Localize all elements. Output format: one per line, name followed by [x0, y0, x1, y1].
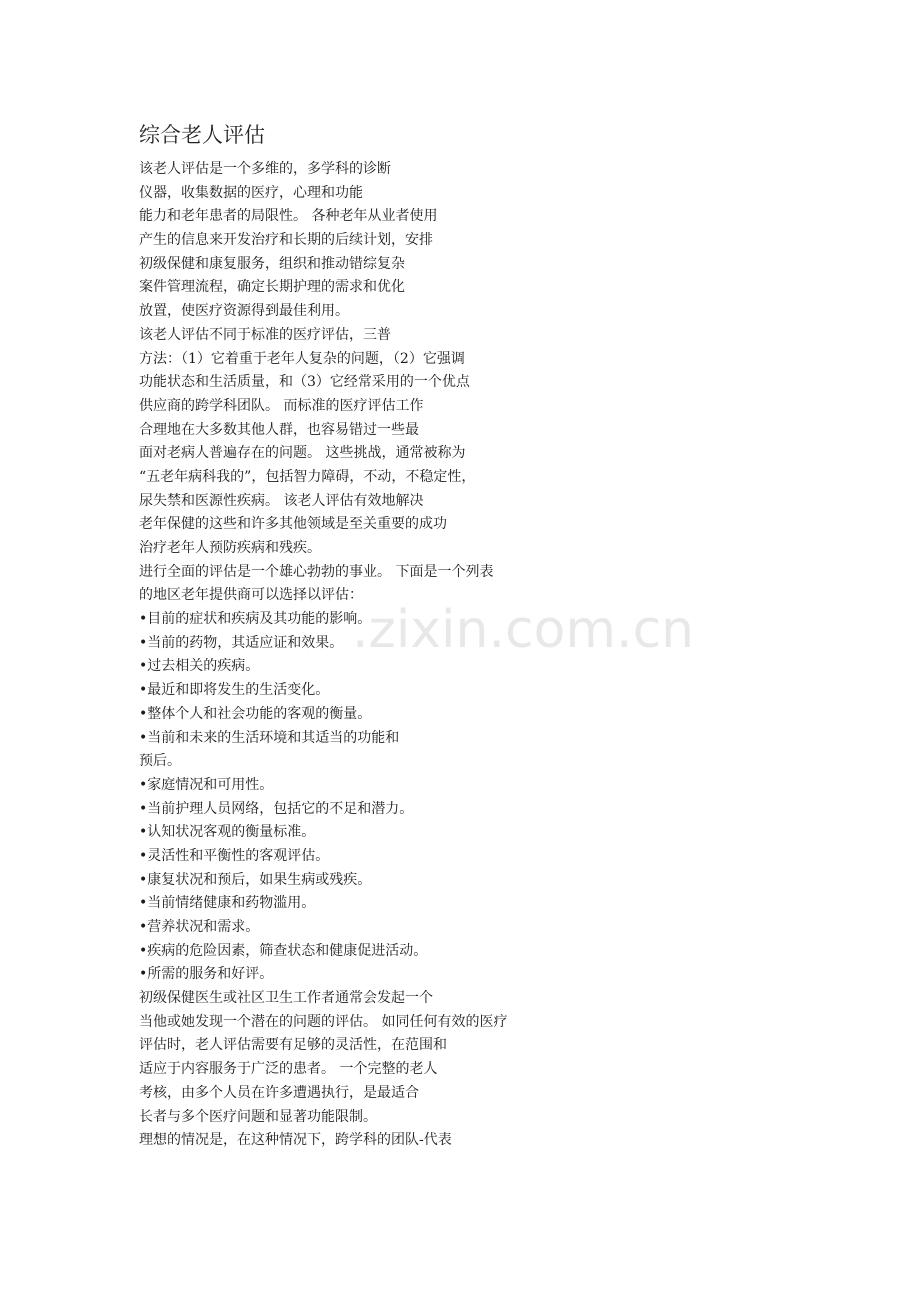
body-line: 该老人评估是一个多维的，多学科的诊断 — [139, 161, 391, 177]
body-line: 当他或她发现一个潜在的问题的评估。 如同任何有效的医疗 — [139, 1013, 508, 1030]
body-line: 的地区老年提供商可以选择以评估： — [139, 587, 363, 604]
body-line: 面对老病人普遍存在的问题。 这些挑战，通常被称为 — [139, 445, 466, 462]
body-line: 放置，使医疗资源得到最佳利用。 — [139, 303, 349, 320]
body-line: 考核，由多个人员在许多遭遇执行，是最适合 — [139, 1084, 419, 1101]
body-line: 治疗老年人预防疾病和残疾。 — [139, 540, 321, 556]
body-line: 尿失禁和医源性疾病。 该老人评估有效地解决 — [139, 492, 424, 509]
body-line: 仪器，收集数据的医疗，心理和功能 — [139, 184, 363, 201]
body-line: 供应商的跨学科团队。 而标准的医疗评估工作 — [139, 397, 424, 414]
list-item-continuation: 预后。 — [139, 753, 181, 770]
list-item: •当前的药物，其适应证和效果。 — [139, 634, 344, 651]
body-line: 产生的信息来开发治疗和长期的后续计划，安排 — [139, 232, 433, 249]
list-item: •认知状况客观的衡量标准。 — [139, 824, 316, 841]
document-body — [139, 158, 779, 1153]
list-item: •所需的服务和好评。 — [139, 966, 274, 983]
list-item: •康复状况和预后，如果生病或残疾。 — [139, 871, 372, 888]
list-item: •当前情绪健康和药物滥用。 — [139, 895, 316, 912]
body-line: 该老人评估不同于标准的医疗评估，三普 — [139, 326, 391, 343]
body-line: 长者与多个医疗问题和显著功能限制。 — [139, 1108, 377, 1125]
body-line: 初级保健医生或社区卫生工作者通常会发起一个 — [139, 990, 433, 1007]
body-line: 理想的情况是，在这种情况下，跨学科的团队-代表 — [139, 1132, 452, 1149]
body-line: “五老年病科我的”，包括智力障碍，不动，不稳定性， — [139, 468, 476, 485]
body-line: 评估时，老人评估需要有足够的灵活性，在范围和 — [139, 1037, 447, 1054]
body-line: 能力和老年患者的局限性。 各种老年从业者使用 — [139, 208, 438, 225]
list-item: •目前的症状和疾病及其功能的影响。 — [139, 611, 372, 628]
body-line: 方法：（1）它着重于老年人复杂的问题，（2）它强调 — [139, 350, 465, 367]
body-line: 合理地在大多数其他人群，也容易错过一些最 — [139, 421, 419, 438]
list-item: •最近和即将发生的生活变化。 — [139, 682, 330, 699]
body-line: 适应于内容服务于广泛的患者。 一个完整的老人 — [139, 1061, 438, 1078]
body-line: 案件管理流程，确定长期护理的需求和优化 — [139, 279, 405, 296]
list-item: •灵活性和平衡性的客观评估。 — [139, 847, 330, 864]
list-item: •整体个人和社会功能的客观的衡量。 — [139, 705, 372, 722]
list-item: •当前和未来的生活环境和其适当的功能和 — [139, 729, 400, 746]
list-item: •家庭情况和可用性。 — [139, 776, 274, 793]
body-line: 初级保健和康复服务，组织和推动错综复杂 — [139, 255, 405, 272]
body-line: 进行全面的评估是一个雄心勃勃的事业。 下面是一个列表 — [139, 563, 494, 580]
body-line: 功能状态和生活质量，和（3）它经常采用的一个优点 — [139, 374, 470, 391]
list-item: •疾病的危险因素，筛查状态和健康促进活动。 — [139, 942, 428, 959]
document-title: 综合老人评估 — [139, 123, 265, 147]
list-item: •当前护理人员网络，包括它的不足和潜力。 — [139, 800, 414, 817]
watermark-text: .zixin.com.cn — [352, 600, 695, 660]
body-line: 老年保健的这些和许多其他领域是至关重要的成功 — [139, 516, 447, 533]
list-item: •营养状况和需求。 — [139, 919, 260, 935]
list-item: •过去相关的疾病。 — [139, 658, 260, 675]
